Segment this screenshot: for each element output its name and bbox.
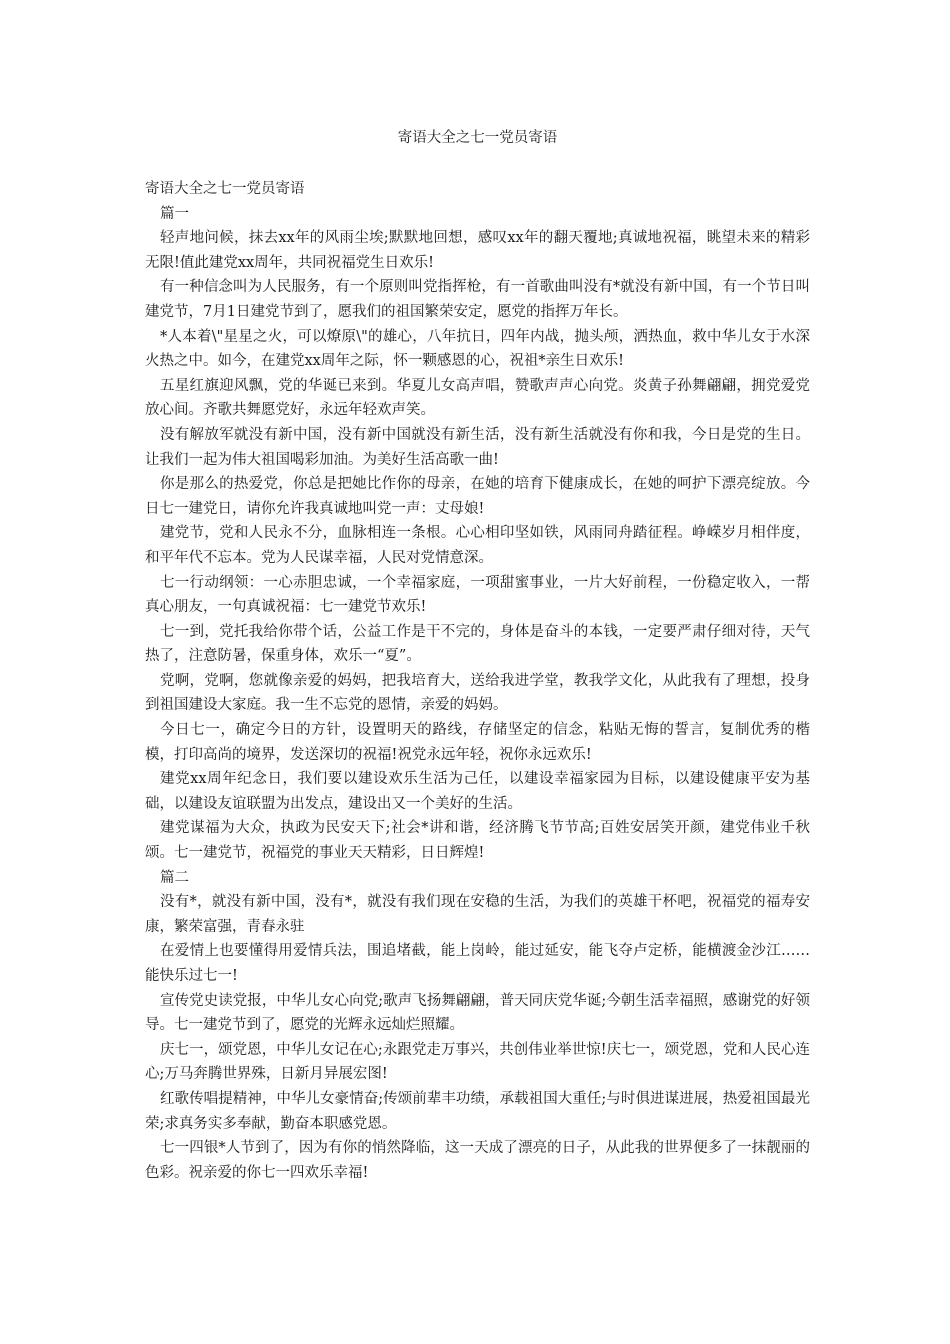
paragraph: 七一四银*人节到了，因为有你的悄然降临，这一天成了漂亮的日子，从此我的世界便多了一抹靓丽的色彩。祝亲爱的你七一四欢乐幸福!: [145, 1140, 810, 1181]
paragraph: 七一行动纲领：一心赤胆忠诚，一个幸福家庭，一项甜蜜事业，一片大好前程，一份稳定收入，一帮真心朋友，一句真诚祝福：七一建党节欢乐!: [145, 574, 810, 616]
paragraph: 轻声地问候，抹去xx年的风雨尘埃;默默地回想，感叹xx年的翻天覆地;真诚地祝福，眺望未来的精彩无限!值此建党xx周年，共同祝福党生日欢乐!: [145, 230, 810, 271]
paragraph: 建党节，党和人民永不分，血脉相连一条根。心心相印坚如铁，风雨同舟踏征程。峥嵘岁月相伴度，和平年代不忘本。党为人民谋幸福，人民对党情意深。: [145, 525, 810, 566]
paragraph: 今日七一，确定今日的方针，设置明天的路线，存储坚定的信念，粘贴无悔的誓言，复制优秀的楷模，打印高尚的境界，发送深切的祝福!祝党永远年轻，祝你永远欢乐!: [145, 722, 810, 763]
paragraph: 红歌传唱提精神，中华儿女豪情奋;传颂前辈丰功绩，承载祖国大重任;与时俱进谋进展，热爱祖国最光荣;求真务实多奉献，勤奋本职感党恩。: [145, 1090, 810, 1132]
paragraph: 建党谋福为大众，执政为民安天下;社会*讲和谐，经济腾飞节节高;百姓安居笑开颜，建党伟业千秋颂。七一建党节，祝福党的事业天天精彩，日日辉煌!: [145, 820, 810, 862]
paragraph: 党啊，党啊，您就像亲爱的妈妈，把我培育大，送给我进学堂，教我学文化，从此我有了理想，投身到祖国建设大家庭。我一生不忘党的恩情，亲爱的妈妈。: [145, 672, 810, 714]
paragraph: 你是那么的热爱党，你总是把她比作你的母亲，在她的培育下健康成长，在她的呵护下漂亮绽放。今日七一建党日，请你允许我真诚地叫党一声：丈母娘!: [145, 476, 810, 517]
section-heading: 篇二: [160, 869, 189, 886]
paragraph: 有一种信念叫为人民服务，有一个原则叫党指挥枪，有一首歌曲叫没有*就没有新中国，有一个节日叫建党节，7月1日建党节到了，愿我们的祖国繁荣安定，愿党的指挥万年长。: [145, 279, 810, 320]
document-title: 寄语大全之七一党员寄语: [397, 130, 558, 146]
document-subtitle: 寄语大全之七一党员寄语: [145, 181, 305, 197]
document-body: [145, 177, 810, 1185]
section-heading: 篇一: [160, 205, 189, 222]
paragraph: 宣传党史读党报，中华儿女心向党;歌声飞扬舞翩翩，普天同庆党华诞;今朝生活幸福照，感谢党的好领导。七一建党节到了，愿党的光辉永远灿烂照耀。: [145, 992, 810, 1034]
paragraph: 五星红旗迎风飘，党的华诞已来到。华夏儿女高声唱，赞歌声声心向党。炎黄子孙舞翩翩，拥党爱党放心间。齐歌共舞愿党好，永远年轻欢声笑。: [145, 377, 810, 419]
paragraph: 没有解放军就没有新中国，没有新中国就没有新生活，没有新生活就没有你和我，今日是党的生日。让我们一起为伟大祖国喝彩加油。为美好生活高歌一曲!: [145, 426, 810, 468]
paragraph: 七一到，党托我给你带个话，公益工作是干不完的，身体是奋斗的本钱，一定要严肃仔细对待，天气热了，注意防暑，保重身体，欢乐一“夏”。: [145, 623, 810, 665]
paragraph: 庆七一，颂党恩，中华儿女记在心;永跟党走万事兴，共创伟业举世惊!庆七一，颂党恩，党和人民心连心;万马奔腾世界殊，日新月异展宏图!: [145, 1041, 810, 1083]
paragraph: 建党xx周年纪念日，我们要以建设欢乐生活为己任，以建设幸福家园为目标，以建设健康平安为基础，以建设友谊联盟为出发点，建设出又一个美好的生活。: [145, 771, 810, 812]
paragraph: *人本着\"星星之火，可以燎原\"的雄心，八年抗日，四年内战，抛头颅，洒热血，救中华儿女于水深火热之中。如今，在建党xx周年之际，怀一颗感恩的心，祝祖*亲生日欢乐!: [145, 328, 810, 370]
paragraph: 没有*，就没有新中国，没有*，就没有我们现在安稳的生活，为我们的英雄干杯吧，祝福党的福寿安康，繁荣富强，青春永驻: [145, 894, 810, 935]
paragraph: 在爱情上也要懂得用爱情兵法，围追堵截，能上岗岭，能过延安，能飞夺卢定桥，能横渡金沙江……能快乐过七一!: [145, 943, 810, 984]
